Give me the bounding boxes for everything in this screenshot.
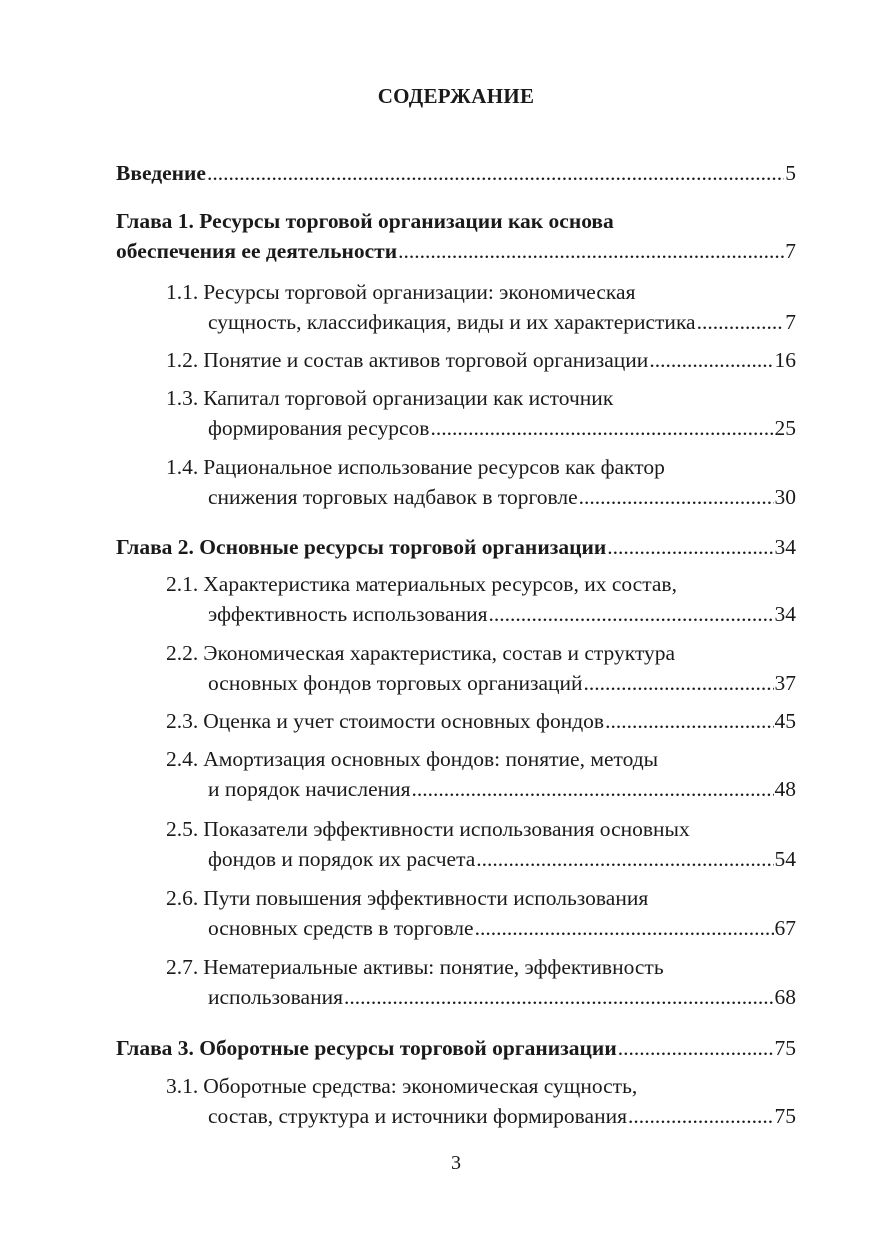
- toc-entry-1-2[interactable]: [166, 345, 796, 375]
- toc-section-number: 2.3.: [166, 709, 199, 733]
- toc-section-number: 2.6.: [166, 886, 199, 910]
- toc-section-number: 2.7.: [166, 955, 199, 979]
- toc-entry-title-cont: основных средств в торговле: [208, 916, 474, 940]
- toc-page-number: 34: [774, 535, 796, 559]
- toc-entry-title: Пути повышения эффективности использования: [203, 886, 649, 910]
- toc-page-number: 67: [774, 916, 796, 940]
- page-title: СОДЕРЖАНИЕ: [377, 84, 535, 108]
- dot-leader: [649, 345, 773, 375]
- toc-entry-2-3[interactable]: [166, 706, 796, 736]
- dot-leader: [430, 413, 773, 443]
- toc-entry-chapter-1[interactable]: [116, 206, 796, 266]
- toc-entry-2-4[interactable]: [166, 744, 796, 804]
- dot-leader: [489, 599, 774, 629]
- toc-entry-title: Глава 3. Оборотные ресурсы торговой организации: [116, 1036, 617, 1060]
- toc-page-number: 75: [774, 1104, 796, 1128]
- toc-entry-title: Нематериальные активы: понятие, эффективность: [203, 955, 664, 979]
- dot-leader: [697, 307, 785, 337]
- dot-leader: [605, 706, 773, 736]
- toc-section-number: 1.4.: [166, 455, 199, 479]
- dot-leader: [398, 236, 784, 266]
- toc-entry-title: Характеристика материальных ресурсов, их состав,: [203, 572, 677, 596]
- toc-entry-1-3[interactable]: [166, 383, 796, 443]
- toc-entry-1-1[interactable]: [166, 277, 796, 337]
- toc-entry-3-1[interactable]: [166, 1071, 796, 1131]
- toc-entry-2-7[interactable]: [166, 952, 796, 1012]
- toc-page-number: 16: [774, 348, 796, 372]
- toc-page-number: 7: [785, 239, 796, 263]
- toc-entry-title-cont: фондов и порядок их расчета: [208, 847, 476, 871]
- dot-leader: [207, 158, 784, 188]
- toc-entry-title: Введение: [116, 161, 206, 185]
- toc-entry-title: Глава 1. Ресурсы торговой организации как основа: [116, 209, 614, 233]
- toc-entry-title-cont: формирования ресурсов: [208, 416, 430, 440]
- toc-entry-title: Глава 2. Основные ресурсы торговой организации: [116, 535, 607, 559]
- dot-leader: [476, 844, 773, 874]
- dot-leader: [412, 774, 774, 804]
- toc-entry-2-5[interactable]: [166, 814, 796, 874]
- toc-entry-title: Амортизация основных фондов: понятие, методы: [203, 747, 659, 771]
- toc-entry-intro[interactable]: [116, 158, 796, 188]
- dot-leader: [579, 482, 774, 512]
- toc-entry-chapter-3[interactable]: [116, 1033, 796, 1063]
- page-number: 3: [451, 1152, 461, 1174]
- toc-entry-title-cont: состав, структура и источники формирования: [208, 1104, 627, 1128]
- dot-leader: [584, 668, 774, 698]
- toc-page-number: 48: [774, 777, 796, 801]
- dot-leader: [344, 982, 774, 1012]
- dot-leader: [628, 1101, 774, 1131]
- toc-section-number: 2.1.: [166, 572, 199, 596]
- toc-entry-chapter-2[interactable]: [116, 532, 796, 562]
- toc-entry-title: Показатели эффективности использования основных: [203, 817, 690, 841]
- toc-page-number: 30: [774, 485, 796, 509]
- dot-leader: [618, 1033, 774, 1063]
- toc-section-number: 1.2.: [166, 348, 199, 372]
- toc-section-number: 2.4.: [166, 747, 199, 771]
- toc-page-number: 45: [774, 709, 796, 733]
- toc-page-number: 5: [785, 161, 796, 185]
- toc-entry-title-cont: обеспечения ее деятельности: [116, 239, 398, 263]
- dot-leader: [607, 532, 773, 562]
- toc-entry-title-cont: основных фондов торговых организаций: [208, 671, 583, 695]
- toc-section-number: 2.2.: [166, 641, 199, 665]
- toc-entry-title: Оценка и учет стоимости основных фондов: [203, 709, 605, 733]
- toc-entry-title: Понятие и состав активов торговой организации: [203, 348, 649, 372]
- toc-page-number: 7: [785, 310, 796, 334]
- toc-entry-title: Рациональное использование ресурсов как фактор: [203, 455, 665, 479]
- toc-page-number: 34: [774, 602, 796, 626]
- toc-entry-title-cont: снижения торговых надбавок в торговле: [208, 485, 578, 509]
- toc-section-number: 1.1.: [166, 280, 199, 304]
- toc-entry-title: Ресурсы торговой организации: экономическая: [203, 280, 636, 304]
- toc-entry-title-cont: эффективность использования: [208, 602, 488, 626]
- toc-entry-title: Оборотные средства: экономическая сущность,: [203, 1074, 638, 1098]
- toc-page-number: 25: [774, 416, 796, 440]
- dot-leader: [475, 913, 774, 943]
- toc-entry-title-cont: сущность, классификация, виды и их характеристика: [208, 310, 696, 334]
- toc-page-number: 75: [774, 1036, 796, 1060]
- toc-section-number: 2.5.: [166, 817, 199, 841]
- toc-entry-2-1[interactable]: [166, 569, 796, 629]
- toc-entry-title-cont: использования: [208, 985, 343, 1009]
- toc-entry-title-cont: и порядок начисления: [208, 777, 411, 801]
- toc-entry-2-2[interactable]: [166, 638, 796, 698]
- toc-page-number: 37: [774, 671, 796, 695]
- toc-page-number: 54: [774, 847, 796, 871]
- toc-entry-1-4[interactable]: [166, 452, 796, 512]
- toc-section-number: 1.3.: [166, 386, 199, 410]
- toc-page-number: 68: [774, 985, 796, 1009]
- toc-entry-title: Экономическая характеристика, состав и структура: [203, 641, 676, 665]
- toc-entry-title: Капитал торговой организации как источник: [203, 386, 614, 410]
- toc-section-number: 3.1.: [166, 1074, 199, 1098]
- toc-entry-2-6[interactable]: [166, 883, 796, 943]
